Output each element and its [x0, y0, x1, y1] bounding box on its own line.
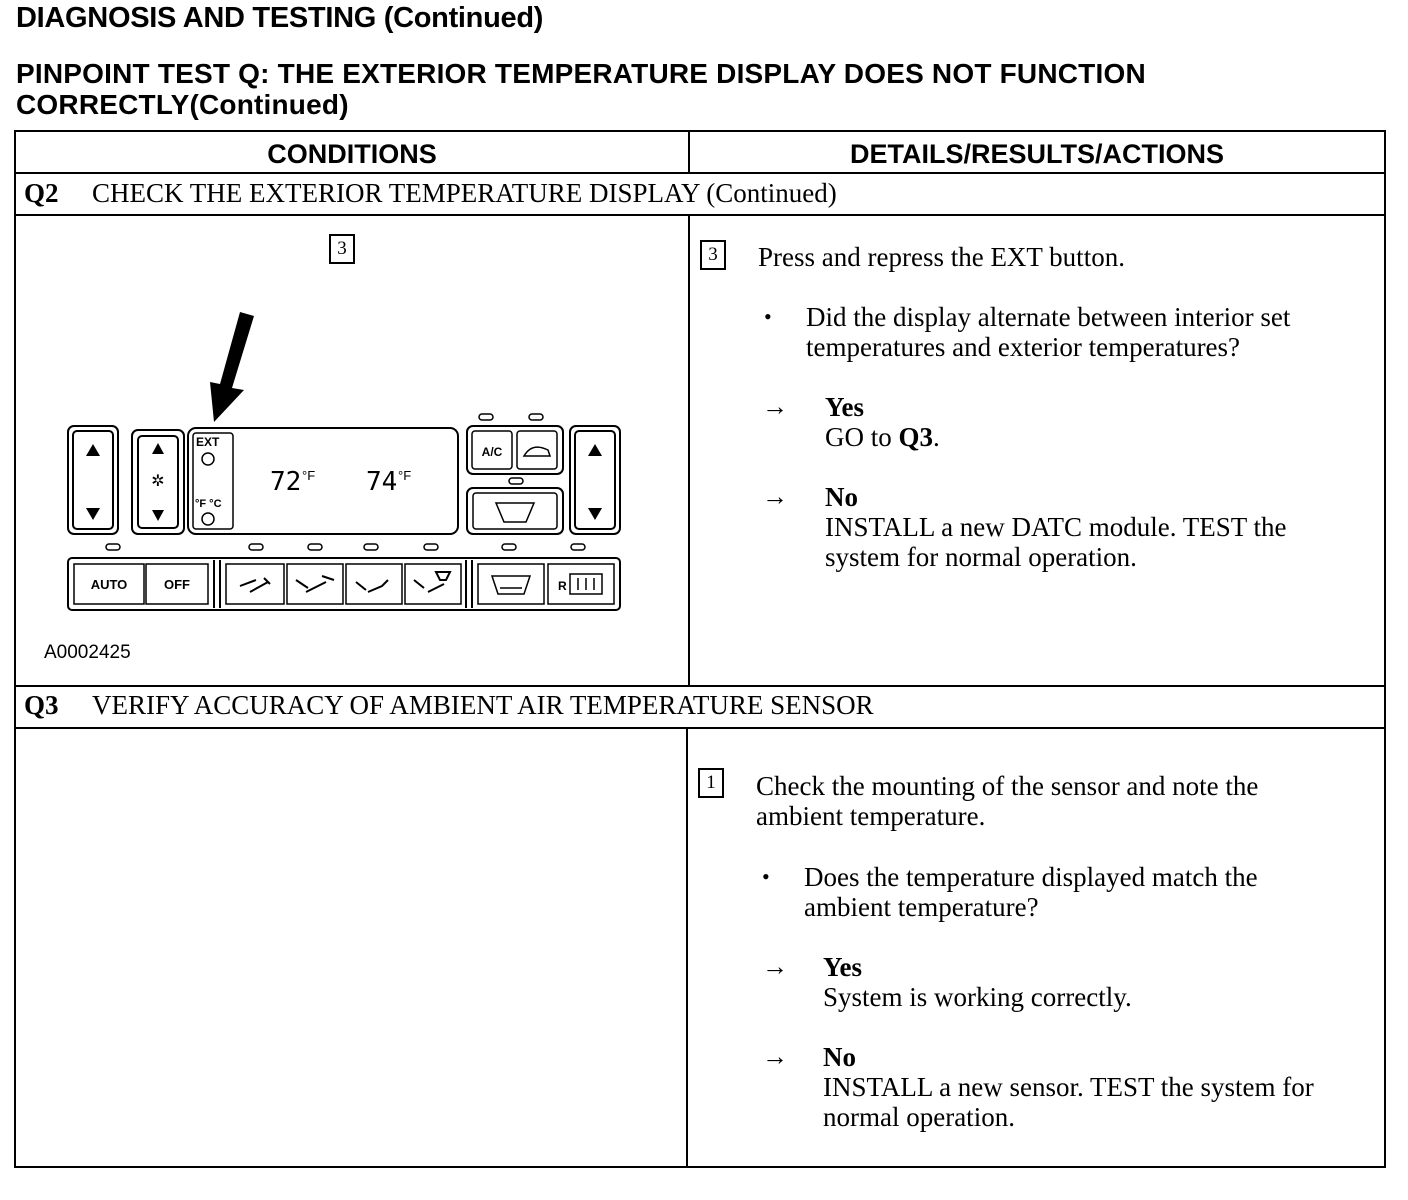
q2-step-number: 3 — [700, 240, 726, 270]
climate-control-panel-illustration — [64, 300, 624, 620]
table-divider — [688, 132, 690, 172]
pointer-arrow-icon — [210, 312, 254, 422]
exterior-temp-readout: 74 — [366, 467, 398, 497]
bilevel-icon — [296, 576, 334, 592]
q2-bullet: • — [764, 304, 772, 329]
up-arrow-icon — [86, 444, 100, 456]
table-divider — [16, 214, 1384, 216]
down-arrow-icon — [86, 508, 100, 520]
defrost-icon — [492, 576, 530, 594]
q2-step-id: Q2 — [24, 178, 59, 208]
recirc-button — [517, 431, 557, 469]
test-title-line1: PINPOINT TEST Q: THE EXTERIOR TEMPERATURE DISPLAY DOES NOT FUNCTION — [16, 58, 1146, 89]
q3-yes-arrow-icon: → — [762, 952, 788, 981]
pinpoint-test-table — [14, 130, 1386, 1168]
q2-no-label: No — [825, 482, 858, 512]
ext-label: EXT — [196, 435, 220, 449]
q3-step-id: Q3 — [24, 690, 59, 720]
rear-label: R — [558, 579, 567, 593]
floor-defrost-button — [405, 564, 461, 604]
down-arrow-icon — [588, 508, 602, 520]
panel-vent-icon — [240, 578, 270, 592]
pinpoint-test-title — [16, 58, 1296, 120]
recirc-car-icon — [524, 447, 550, 456]
q2-yes-text-pre: GO to — [825, 422, 899, 452]
defrost-button — [478, 564, 544, 604]
bilevel-button — [287, 564, 343, 604]
q3-yes-label: Yes — [823, 952, 862, 982]
figure-code: A0002425 — [44, 642, 131, 663]
q3-no-result — [823, 1042, 1353, 1132]
q2-step-title — [24, 178, 837, 209]
table-divider — [16, 727, 1384, 729]
off-label: OFF — [164, 577, 190, 592]
test-title-line2: CORRECTLY — [16, 89, 190, 120]
floor-icon — [356, 580, 388, 592]
q3-bullet: • — [762, 864, 770, 889]
document-title: DIAGNOSIS AND TESTING (Continued) — [16, 2, 544, 34]
q2-yes-text-post: . — [933, 422, 940, 452]
q3-no-text: INSTALL a new sensor. TEST the system for normal operation. — [823, 1072, 1314, 1132]
q2-action-text: Press and repress the EXT button. — [758, 242, 1125, 272]
q3-step-number: 1 — [698, 768, 724, 798]
panel-vent-button — [226, 564, 284, 604]
fan-icon: ✲ — [151, 471, 165, 490]
floor-defrost-icon — [414, 572, 450, 592]
unit-indicator-icon — [202, 513, 214, 525]
table-divider — [16, 685, 1384, 687]
q3-action-text: Check the mounting of the sensor and note the ambient temperature. — [756, 771, 1259, 831]
down-arrow-icon — [152, 510, 164, 521]
floor-button — [346, 564, 402, 604]
conditions-column-header: CONDITIONS — [267, 139, 437, 169]
unit-label: °F °C — [195, 498, 222, 510]
table-divider — [688, 214, 690, 685]
windshield-defrost-icon — [496, 503, 534, 522]
q3-step-title-text: VERIFY ACCURACY OF AMBIENT AIR TEMPERATURE SENSOR — [92, 690, 874, 720]
q3-yes-text: System is working correctly. — [823, 982, 1132, 1012]
temperature-display — [188, 428, 458, 534]
q2-yes-arrow-icon: → — [762, 392, 788, 421]
q2-yes-label: Yes — [825, 392, 864, 422]
details-column-header: DETAILS/RESULTS/ACTIONS — [849, 139, 1224, 169]
interior-temp-unit: °F — [302, 468, 316, 483]
q3-question: Does the temperature displayed match the ambient temperature? — [804, 862, 1258, 922]
table-divider — [686, 727, 688, 1166]
table-divider — [16, 172, 1384, 174]
interior-temp-readout: 72 — [270, 467, 302, 497]
figure-step-number: 3 — [329, 234, 355, 264]
up-arrow-icon — [152, 443, 164, 454]
q3-yes-result — [823, 952, 1132, 1012]
max-defrost-button — [467, 488, 563, 534]
auto-label: AUTO — [90, 577, 128, 592]
exterior-temp-unit: °F — [398, 468, 412, 483]
q3-step-title — [24, 690, 874, 721]
q2-no-text: INSTALL a new DATC module. TEST the system for normal operation. — [825, 512, 1287, 572]
mode-button-strip — [68, 558, 620, 610]
q2-step-title-text: CHECK THE EXTERIOR TEMPERATURE DISPLAY (Continued) — [92, 178, 837, 208]
q2-question: Did the display alternate between interior set temperatures and exterior temperatures? — [806, 302, 1291, 362]
q2-yes-ref: Q3 — [898, 422, 934, 452]
q3-no-label: No — [823, 1042, 856, 1072]
q2-no-arrow-icon: → — [762, 482, 788, 511]
q2-yes-result — [825, 392, 940, 452]
ac-label: A/C — [481, 445, 503, 459]
up-arrow-icon — [588, 444, 602, 456]
ext-indicator-icon — [202, 453, 214, 465]
q3-no-arrow-icon: → — [762, 1042, 788, 1071]
test-title-continued: (Continued) — [189, 89, 349, 120]
q2-no-result — [825, 482, 1355, 572]
